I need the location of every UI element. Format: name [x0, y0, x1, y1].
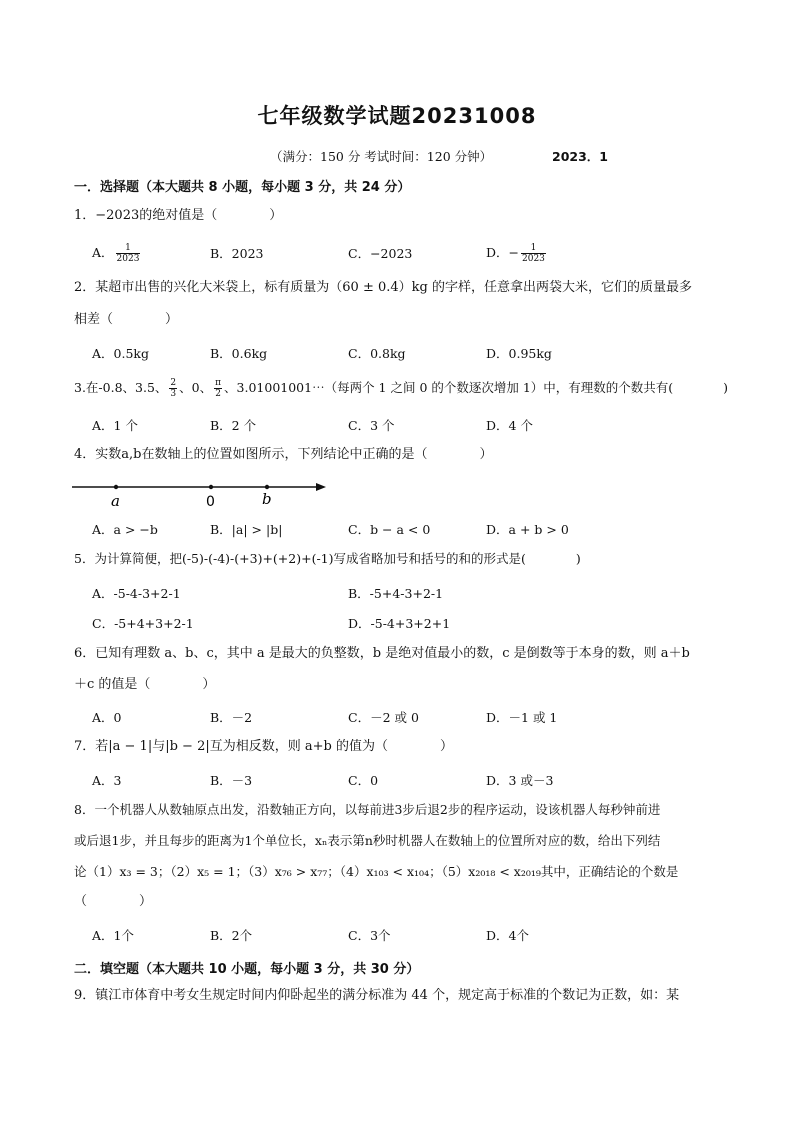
option-c: C．b − a < 0	[348, 522, 431, 537]
q3-text-pre: 3.在-0.8、3.5、	[74, 380, 168, 395]
fraction	[214, 378, 222, 399]
number-line-arrow	[316, 483, 326, 491]
question-2-line-2: 相差（ ）	[74, 312, 179, 327]
option-d-label: D．−	[486, 245, 519, 260]
option-b: B．－2	[210, 710, 253, 725]
question-5: 5．为计算简便，把(-5)-(-4)-(+3)+(+2)+(-1)写成省略加号和括号的和的形式是( )	[74, 551, 581, 566]
point-b	[265, 485, 269, 489]
page-title: 七年级数学试题20231008	[257, 104, 537, 128]
option-a: A．1 个	[92, 418, 138, 433]
option-d: D．3 或－3	[486, 773, 554, 788]
exam-info: （满分：150 分 考试时间：120 分钟）	[270, 149, 493, 164]
option-c: C．0.8kg	[348, 346, 406, 361]
label-a: a	[111, 492, 120, 510]
denominator: 2023	[522, 254, 545, 264]
fraction	[116, 243, 141, 264]
fraction	[169, 378, 177, 399]
option-a: A．a > −b	[92, 522, 158, 537]
option-b: B．2个	[210, 928, 253, 943]
option-a: A．3	[92, 773, 122, 788]
question-8-line-2: 或后退1步，并且每步的距离为1个单位长，xₙ表示第n秒时机器人在数轴上的位置所对应的数，给出下列结	[74, 833, 661, 848]
option-d: D．-5-4+3+2+1	[348, 616, 451, 631]
point-0	[209, 485, 213, 489]
option-a: A．0.5kg	[92, 346, 149, 361]
option-a: A．1个	[92, 928, 134, 943]
option-b: B．2023	[210, 246, 264, 261]
question-9-line-1: 9．镇江市体育中考女生规定时间内仰卧起坐的满分标准为 44 个，规定高于标准的个数记为正数，如：某	[74, 988, 680, 1003]
option-b: B．-5+4-3+2-1	[348, 586, 444, 601]
option-a	[92, 243, 142, 264]
question-7: 7．若|a − 1|与|b − 2|互为相反数，则 a+b 的值为（ ）	[74, 739, 453, 754]
question-6-line-1: 6．已知有理数 a、b、c，其中 a 是最大的负整数，b 是绝对值最小的数，c 是倒数等于本身的数，则 a＋b	[74, 646, 690, 661]
question-3	[74, 374, 734, 402]
option-c: C．3 个	[348, 418, 395, 433]
number-line-figure	[70, 476, 330, 510]
option-b: B．2 个	[210, 418, 257, 433]
option-a: A．0	[92, 710, 122, 725]
option-d: D．4 个	[486, 418, 533, 433]
q3-text-post: 、3.01001001⋯（每两个 1 之间 0 的个数逐次增加 1）中，有理数的个数共有( )	[224, 380, 729, 395]
option-d: D．4个	[486, 928, 529, 943]
numerator: 1	[521, 243, 546, 254]
question-1: 1．−2023的绝对值是（ ）	[74, 208, 283, 223]
section-one-heading: 一．选择题（本大题共 8 小题，每小题 3 分，共 24 分）	[74, 180, 411, 195]
denominator: 2023	[116, 254, 140, 264]
option-c: C．−2023	[348, 246, 413, 261]
option-b: B．|a| > |b|	[210, 522, 283, 537]
option-d	[486, 243, 548, 264]
numerator: 2	[170, 378, 177, 388]
option-a: A．-5-4-3+2-1	[92, 586, 181, 601]
option-b: B．－3	[210, 773, 253, 788]
section-two-heading: 二．填空题（本大题共 10 小题，每小题 3 分，共 30 分）	[74, 962, 420, 977]
option-c: C．-5+4+3+2-1	[92, 616, 194, 631]
numerator: 1	[116, 243, 141, 254]
question-8-line-3: 论（1）x₃ = 3；（2）x₅ = 1；（3）x₇₆ > x₇₇；（4）x₁₀₃ < x₁₀₄；（5）x₂₀₁₈ < x₂₀₁₉其中，正确结论的个数是	[74, 864, 679, 879]
option-c: C．3个	[348, 928, 391, 943]
option-d: D．－1 或 1	[486, 710, 558, 725]
option-d: D．0.95kg	[486, 346, 552, 361]
question-4: 4．实数a,b在数轴上的位置如图所示，下列结论中正确的是（ ）	[74, 447, 493, 462]
q3-text-mid: 、0、	[179, 380, 213, 395]
option-a-label: A．	[92, 245, 114, 260]
point-a	[114, 485, 118, 489]
question-2-line-1: 2．某超市出售的兴化大米袋上，标有质量为（60 ± 0.4）kg 的字样，任意拿出两袋大米，它们的质量最多	[74, 280, 692, 295]
fraction	[521, 243, 546, 264]
option-b: B．0.6kg	[210, 346, 268, 361]
exam-date: 2023．1	[552, 149, 608, 164]
question-6-line-2: ＋c 的值是（ ）	[74, 677, 216, 692]
denominator: 2	[215, 389, 221, 399]
denominator: 3	[170, 389, 177, 399]
option-c: C．0	[348, 773, 379, 788]
numerator: π	[215, 378, 222, 388]
option-c: C．－2 或 0	[348, 710, 419, 725]
question-8-line-4: （ ）	[74, 894, 153, 909]
label-0: 0	[206, 494, 215, 510]
label-b: b	[262, 490, 272, 508]
question-8-line-1: 8．一个机器人从数轴原点出发，沿数轴正方向，以每前进3步后退2步的程序运动，设该机器人每秒钟前进	[74, 802, 661, 817]
option-d: D．a + b > 0	[486, 522, 569, 537]
